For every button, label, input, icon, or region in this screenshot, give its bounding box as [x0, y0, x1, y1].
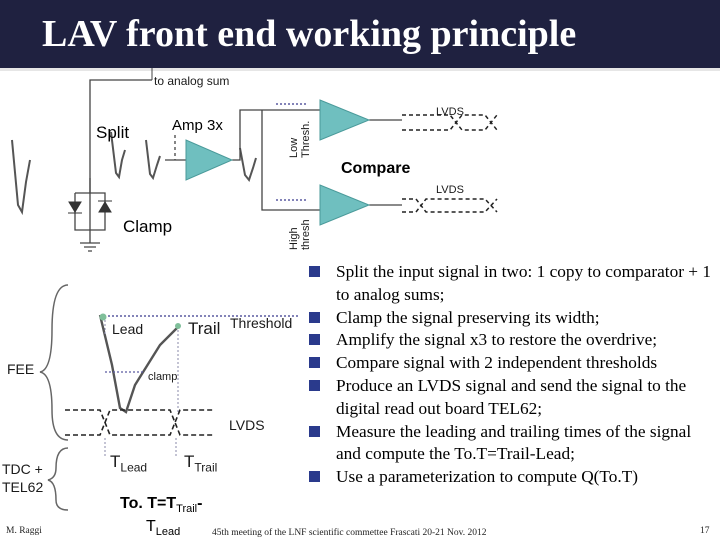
fee-bracket	[40, 285, 68, 440]
slide-title: LAV front end working principle	[42, 13, 577, 55]
amp-label: Amp 3x	[172, 117, 223, 134]
amplifier-symbol	[186, 140, 232, 180]
t-trail-label: $T_{Trail}$	[184, 452, 218, 475]
footer-author: M. Raggi	[6, 526, 42, 536]
bullet-item: Split the input signal in two: 1 copy to comparator + 1 to analog sums;	[308, 261, 716, 307]
bullet-square-icon	[309, 471, 320, 482]
tdc-bracket	[48, 448, 68, 510]
bullet-square-icon	[309, 426, 320, 437]
bullet-square-icon	[309, 266, 320, 277]
bullet-list	[308, 261, 716, 489]
low-thresh-label: Low Thresh.	[288, 120, 312, 158]
lvds-timing-label: LVDS	[229, 417, 265, 433]
clamp-level-label: clamp	[148, 371, 178, 383]
amp-input-pulse	[146, 140, 160, 178]
clamp-label: Clamp	[123, 217, 173, 236]
bullet-square-icon	[309, 357, 320, 368]
threshold-label: Threshold	[230, 315, 293, 331]
bullet-square-icon	[309, 380, 320, 391]
bullet-item: Clamp the signal preserving its width;	[308, 307, 716, 330]
diode-left	[69, 202, 81, 212]
diode-right	[99, 202, 111, 212]
bullet-item: Amplify the signal x3 to restore the overdrive;	[308, 329, 716, 352]
comparator-high-symbol	[320, 185, 369, 225]
lvds-top-label: LVDS	[436, 106, 464, 118]
ground-symbol	[80, 235, 100, 251]
bullet-item: Measure the leading and trailing times of the signal and compute the To.T=Trail-Lead;	[308, 421, 716, 467]
footer-meeting: 45th meeting of the LNF scientific commettee Frascati 20-21 Nov. 2012	[212, 528, 487, 538]
comparator-low-symbol	[320, 100, 369, 140]
bullet-square-icon	[309, 312, 320, 323]
lvds-eye-bottom	[402, 199, 497, 212]
lvds-timing-waveform	[65, 410, 215, 435]
high-thresh-label: High thresh	[288, 219, 312, 250]
input-pulse	[12, 140, 30, 212]
bullet-item: Produce an LVDS signal and send the signal to the digital read out board TEL62;	[308, 375, 716, 421]
bullet-item: Compare signal with 2 independent thresholds	[308, 352, 716, 375]
to-analog-sum-label: to analog sum	[154, 74, 230, 88]
tot-formula: To. $T=T_{Trail}-$ $T_{Lead}$	[120, 495, 203, 539]
fee-label: FEE	[7, 361, 35, 377]
bullet-item: Use a parameterization to compute Q(To.T)	[308, 466, 716, 489]
compare-label: Compare	[341, 160, 411, 177]
amp-output-pulse	[240, 148, 256, 180]
split-label: Split	[96, 123, 130, 142]
t-lead-label: $T_{Lead}$	[110, 452, 148, 475]
bullet-square-icon	[309, 334, 320, 345]
lead-label: Lead	[112, 321, 144, 337]
footer-page-number: 17	[700, 526, 710, 536]
trail-label: Trail	[188, 319, 221, 338]
lead-crossing-dot	[100, 314, 107, 321]
trail-crossing-dot	[175, 323, 181, 329]
lvds-bottom-label: LVDS	[436, 184, 464, 196]
tdc-label: TDC + TEL62	[2, 461, 44, 495]
